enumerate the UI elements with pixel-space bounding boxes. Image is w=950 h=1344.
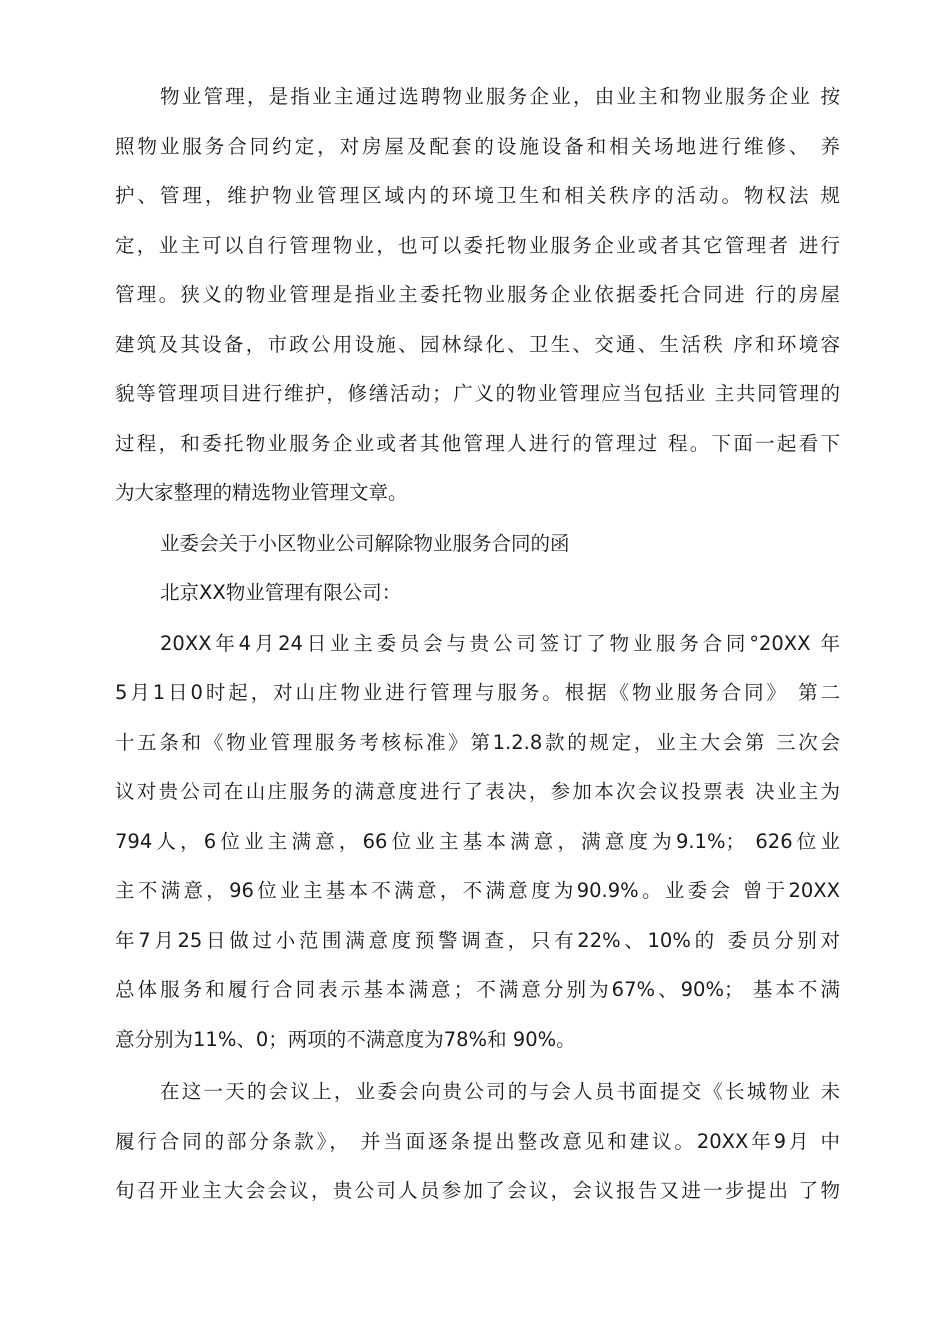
letter-title: 业委会关于小区物业公司解除物业服务合同的函 — [160, 532, 570, 555]
paragraph-2-line-3: 十五条和《物业管理服务考核标准》第1.2.8款的规定，业主大会第 三次会 — [115, 731, 840, 754]
paragraph-1-line-7: 貌等管理项目进行维护，修缮活动；广义的物业管理应当包括业 主共同管理的 — [115, 382, 840, 405]
paragraph-3-line-2: 履行合同的部分条款》， 并当面逐条提出整改意见和建议。20XX年9月 中 — [115, 1130, 840, 1153]
paragraph-3-line-1: 在这一天的会议上，业委会向贵公司的与会人员书面提交《长城物业 未 — [160, 1080, 840, 1103]
paragraph-2-line-1: 20XX年4月24日业主委员会与贵公司签订了物业服务合同°20XX 年 — [160, 632, 840, 655]
paragraph-2-line-7: 年7月25日做过小范围满意度预警调查，只有22%、10%的 委员分别对 — [115, 929, 840, 952]
paragraph-1-line-2: 照物业服务合同约定，对房屋及配套的设施设备和相关场地进行维修、 养 — [115, 135, 840, 158]
paragraph-1-line-4: 定，业主可以自行管理物业，也可以委托物业服务企业或者其它管理者 进行 — [115, 234, 840, 257]
paragraph-1-line-9: 为大家整理的精选物业管理文章。 — [115, 481, 408, 504]
paragraph-2-line-4: 议对贵公司在山庄服务的满意度进行了表决，参加本次会议投票表 决业主为 — [115, 780, 840, 803]
paragraph-1-line-1: 物业管理，是指业主通过选聘物业服务企业，由业主和物业服务企业 按 — [160, 85, 840, 108]
letter-salutation: 北京XX物业管理有限公司： — [160, 581, 402, 604]
paragraph-1-line-3: 护、管理，维护物业管理区域内的环境卫生和相关秩序的活动。物权法 规 — [115, 184, 840, 207]
paragraph-2-line-9: 意分别为11%、0；两项的不满意度为78%和 90%。 — [115, 1028, 576, 1051]
paragraph-2-line-8: 总体服务和履行合同表示基本满意；不满意分别为67%、90%； 基本不满 — [115, 978, 840, 1001]
paragraph-2-line-6: 主不满意，96位业主基本不满意，不满意度为90.9%。业委会 曾于20XX — [115, 879, 840, 902]
paragraph-2-line-5: 794人，6位业主满意，66位业主基本满意，满意度为9.1%； 626位业 — [115, 830, 840, 853]
paragraph-1-line-8: 过程，和委托物业服务企业或者其他管理人进行的管理过 程。下面一起看下 — [115, 432, 840, 455]
paragraph-1-line-5: 管理。狭义的物业管理是指业主委托物业服务企业依据委托合同进 行的房屋 — [115, 283, 840, 306]
paragraph-3-line-3: 旬召开业主大会会议，贵公司人员参加了会议，会议报告又进一步提出 了物 — [115, 1179, 840, 1202]
paragraph-2-line-2: 5月1日0时起，对山庄物业进行管理与服务。根据《物业服务合同》 第二 — [115, 681, 840, 704]
paragraph-1-line-6: 建筑及其设备，市政公用设施、园林绿化、卫生、交通、生活秩 序和环境容 — [115, 333, 840, 356]
